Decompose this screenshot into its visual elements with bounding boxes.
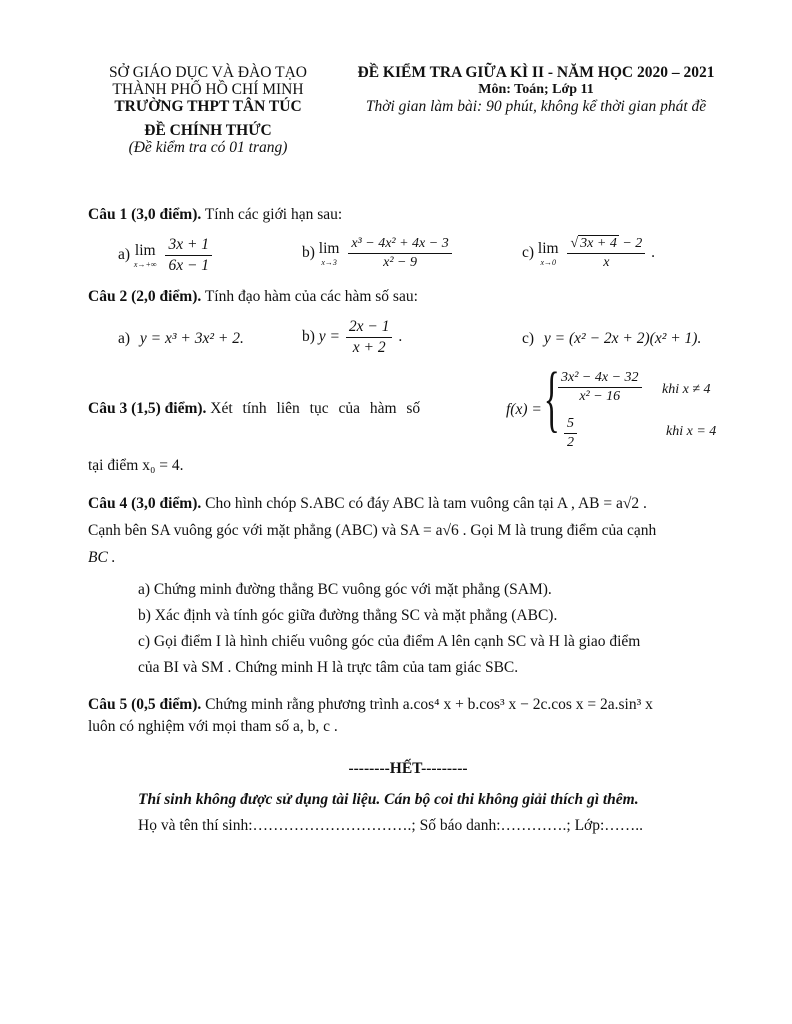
- department-line-2: THÀNH PHỐ HỒ CHÍ MINH: [112, 81, 304, 98]
- question-4-parts: [138, 577, 738, 681]
- question-4: [88, 490, 728, 571]
- q1-c-label: c): [522, 244, 535, 262]
- question-5: [88, 694, 728, 738]
- q5-line-2: luôn có nghiệm với mọi tham số a, b, c .: [88, 718, 338, 735]
- question-1-label: Câu 1 (3,0 điểm).: [88, 206, 202, 223]
- q2-b-label: b): [302, 327, 315, 345]
- q3-case2-condition: khi x = 4: [666, 424, 717, 439]
- question-3: [88, 400, 420, 418]
- q2-b-lhs: y =: [318, 327, 341, 345]
- subject-line: Môn: Toán; Lớp 11: [478, 82, 594, 97]
- q1-c-lim: lim x→0: [537, 240, 559, 268]
- q1-a-lim: lim x→+∞: [133, 241, 157, 269]
- q2-a-label: a): [118, 330, 131, 347]
- q2-b-period: .: [398, 327, 403, 345]
- q1-a-label: a): [118, 245, 131, 263]
- q5-line-1: Chứng minh rằng phương trình a.cos⁴ x + b.cos³ x − 2c.cos x = 2a.sin³ x: [205, 696, 653, 713]
- q2-a-expression: y = x³ + 3x² + 2.: [139, 330, 244, 347]
- q3-tail: tại điểm x₀ = 4.: [88, 457, 184, 474]
- question-2-items: [118, 318, 738, 364]
- question-2-text: Tính đạo hàm của các hàm số sau:: [204, 288, 418, 305]
- q1-b-fraction: $\frac{\text{x³ − 4x² + 4x − 3}}{\text{x² − 9}}$: [348, 236, 451, 271]
- candidate-note: Thí sinh không được sử dụng tài liệu. Cán bộ coi thi không giải thích gì thêm.: [138, 791, 639, 808]
- q3-brace: {: [543, 358, 560, 440]
- school-name: TRƯỜNG THPT TÂN TÚC: [114, 98, 302, 115]
- question-3-label: Câu 3 (1,5) điểm).: [88, 400, 207, 417]
- q1-a-fraction: $\frac{3x + 1}{6x - 1}$: [165, 236, 212, 275]
- question-1-text: Tính các giới hạn sau:: [204, 206, 343, 223]
- q4-part-c-line-2: của BI và SM . Chứng minh H là trực tâm của tam giác SBC.: [138, 659, 519, 676]
- q3-case2-fraction: $\frac{5}{2}$: [564, 416, 577, 451]
- q2-part-a: [118, 330, 244, 348]
- question-5-label: Câu 5 (0,5 điểm).: [88, 696, 202, 713]
- question-1-items: [118, 236, 738, 280]
- official-exam-label: ĐỀ CHÍNH THỨC: [144, 122, 272, 139]
- department-line-1: SỞ GIÁO DỤC VÀ ĐÀO TẠO: [109, 64, 307, 81]
- pages-note: (Đề kiểm tra có 01 trang): [128, 139, 288, 156]
- candidate-info-line: Họ và tên thí sinh:………………………….; Số báo danh:………….; Lớp:……..: [138, 817, 644, 834]
- q2-part-c: [522, 330, 701, 348]
- q3-case1-fraction: $\frac{\text{3x² − 4x − 32}}{\text{x² − 16}}$: [558, 370, 642, 405]
- q1-c-period: .: [651, 244, 656, 262]
- q1-b-lim: lim x→3: [318, 240, 340, 268]
- q3-case1-condition: khi x ≠ 4: [662, 382, 711, 397]
- q2-b-fraction: $\frac{2x - 1}{x + 2}$: [346, 318, 393, 357]
- q1-part-c: [522, 236, 655, 271]
- q4-line-3: BC .: [88, 549, 116, 566]
- q2-c-label: c): [522, 330, 535, 347]
- q4-part-b: b) Xác định và tính góc giữa đường thẳng SC và mặt phẳng (ABC).: [138, 607, 558, 624]
- exam-title: ĐỀ KIỂM TRA GIỮA KÌ II - NĂM HỌC 2020 – 2021: [357, 64, 715, 81]
- q1-b-label: b): [302, 244, 315, 262]
- q4-line-2: Cạnh bên SA vuông góc với mặt phẳng (ABC) và SA = a√6 . Gọi M là trung điểm của cạnh: [88, 522, 657, 539]
- q4-part-a: a) Chứng minh đường thẳng BC vuông góc với mặt phẳng (SAM).: [138, 581, 552, 598]
- question-2: [88, 288, 418, 306]
- q2-part-b: [302, 318, 402, 357]
- q1-part-a: [118, 236, 214, 275]
- q1-c-fraction: $\frac{√ 3x + 4 - 2}{x}$: [567, 236, 645, 271]
- time-line: Thời gian làm bài: 90 phút, không kể thời gian phát đề: [365, 98, 707, 115]
- q1-part-b: [302, 236, 454, 271]
- question-1: [88, 206, 342, 224]
- header-right: [340, 64, 732, 115]
- q3-piecewise: [506, 358, 736, 458]
- q4-line-1: Cho hình chóp S.ABC có đáy ABC là tam vuông cân tại A , AB = a√2 .: [205, 495, 647, 512]
- q3-fx: f(x) =: [506, 401, 542, 418]
- question-4-label: Câu 4 (3,0 điểm).: [88, 495, 202, 512]
- q4-part-c-line-1: c) Gọi điểm I là hình chiếu vuông góc của điểm A lên cạnh SC và H là giao điểm: [138, 633, 641, 650]
- question-3-text: Xét tính liên tục của hàm số: [210, 400, 421, 417]
- question-2-label: Câu 2 (2,0 điểm).: [88, 288, 202, 305]
- end-marker: --------HẾT---------: [348, 760, 468, 777]
- q2-c-expression: y = (x² − 2x + 2)(x² + 1).: [543, 330, 702, 347]
- header-left: [88, 64, 328, 156]
